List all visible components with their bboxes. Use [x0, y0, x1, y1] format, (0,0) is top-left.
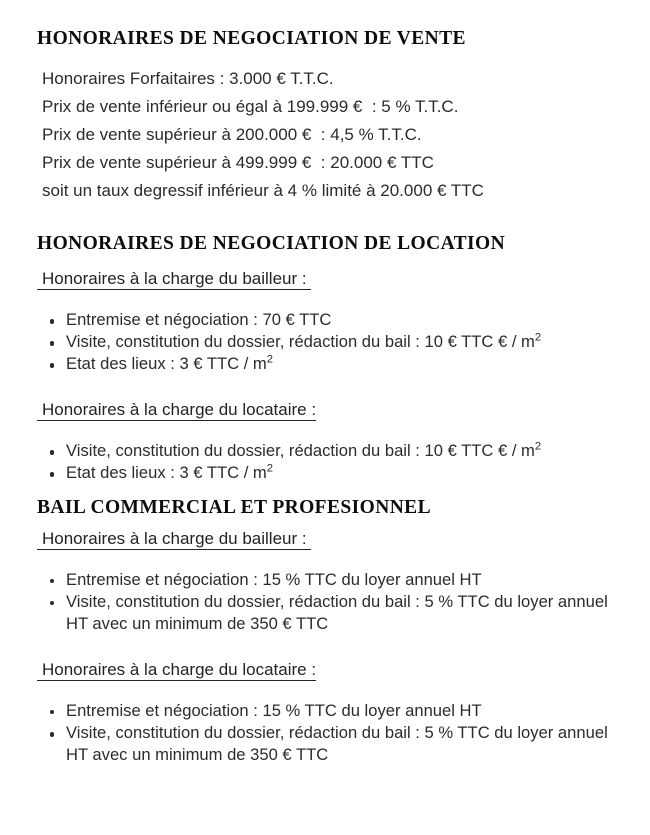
fee-list-bail-locataire [37, 700, 630, 766]
fee-line-superieur-200000: Prix de vente supérieur à 200.000 € : 4,5 % T.T.C. [42, 125, 422, 145]
list-item: Visite, constitution du dossier, rédaction du bail : 10 € TTC € / $m^2$ [37, 331, 630, 353]
subheading-bail-locataire: Honoraires à la charge du locataire : [37, 661, 316, 681]
list-item: Entremise et négociation : 15 % TTC du loyer annuel HT [37, 700, 630, 722]
subheading-location-locataire-wrap [37, 401, 630, 421]
list-item: Etat des lieux : 3 € TTC / $m^2$ [37, 353, 630, 375]
fee-list-location-locataire [37, 440, 630, 484]
subheading-location-locataire: Honoraires à la charge du locataire : [37, 401, 316, 421]
list-item: Etat des lieux : 3 € TTC / $m^2$ [37, 462, 630, 484]
fee-line-forfaitaires: Honoraires Forfaitaires : 3.000 € T.T.C. [42, 69, 334, 89]
section-heading-vente: HONORAIRES DE NEGOCIATION DE VENTE [37, 28, 466, 49]
subheading-location-bailleur-wrap [37, 270, 630, 290]
fee-line-taux-degressif: soit un taux degressif inférieur à 4 % limité à 20.000 € TTC [42, 181, 484, 201]
subheading-bail-bailleur: Honoraires à la charge du bailleur : [37, 530, 311, 550]
fee-list-location-bailleur [37, 309, 630, 375]
fee-line-inferieur-199999: Prix de vente inférieur ou égal à 199.999 € : 5 % T.T.C. [42, 97, 459, 117]
fee-list-bail-bailleur [37, 569, 630, 635]
fee-line-superieur-499999: Prix de vente supérieur à 499.999 € : 20.000 € TTC [42, 153, 434, 173]
subheading-location-bailleur: Honoraires à la charge du bailleur : [37, 270, 311, 290]
section-heading-location: HONORAIRES DE NEGOCIATION DE LOCATION [37, 233, 506, 255]
list-item: Entremise et négociation : 15 % TTC du loyer annuel HT [37, 569, 630, 591]
list-item: Visite, constitution du dossier, rédaction du bail : 5 % TTC du loyer annuel HT avec un minimum de 350 € TTC [37, 722, 630, 766]
list-item: Entremise et négociation : 70 € TTC [37, 309, 630, 331]
subheading-bail-bailleur-wrap [37, 530, 630, 550]
section-heading-bail-commercial: BAIL COMMERCIAL ET PROFESIONNEL [37, 497, 431, 519]
subheading-bail-locataire-wrap [37, 661, 630, 681]
list-item: Visite, constitution du dossier, rédaction du bail : 10 € TTC € / $m^2$ [37, 440, 630, 462]
list-item: Visite, constitution du dossier, rédaction du bail : 5 % TTC du loyer annuel HT avec un minimum de 350 € TTC [37, 591, 630, 635]
